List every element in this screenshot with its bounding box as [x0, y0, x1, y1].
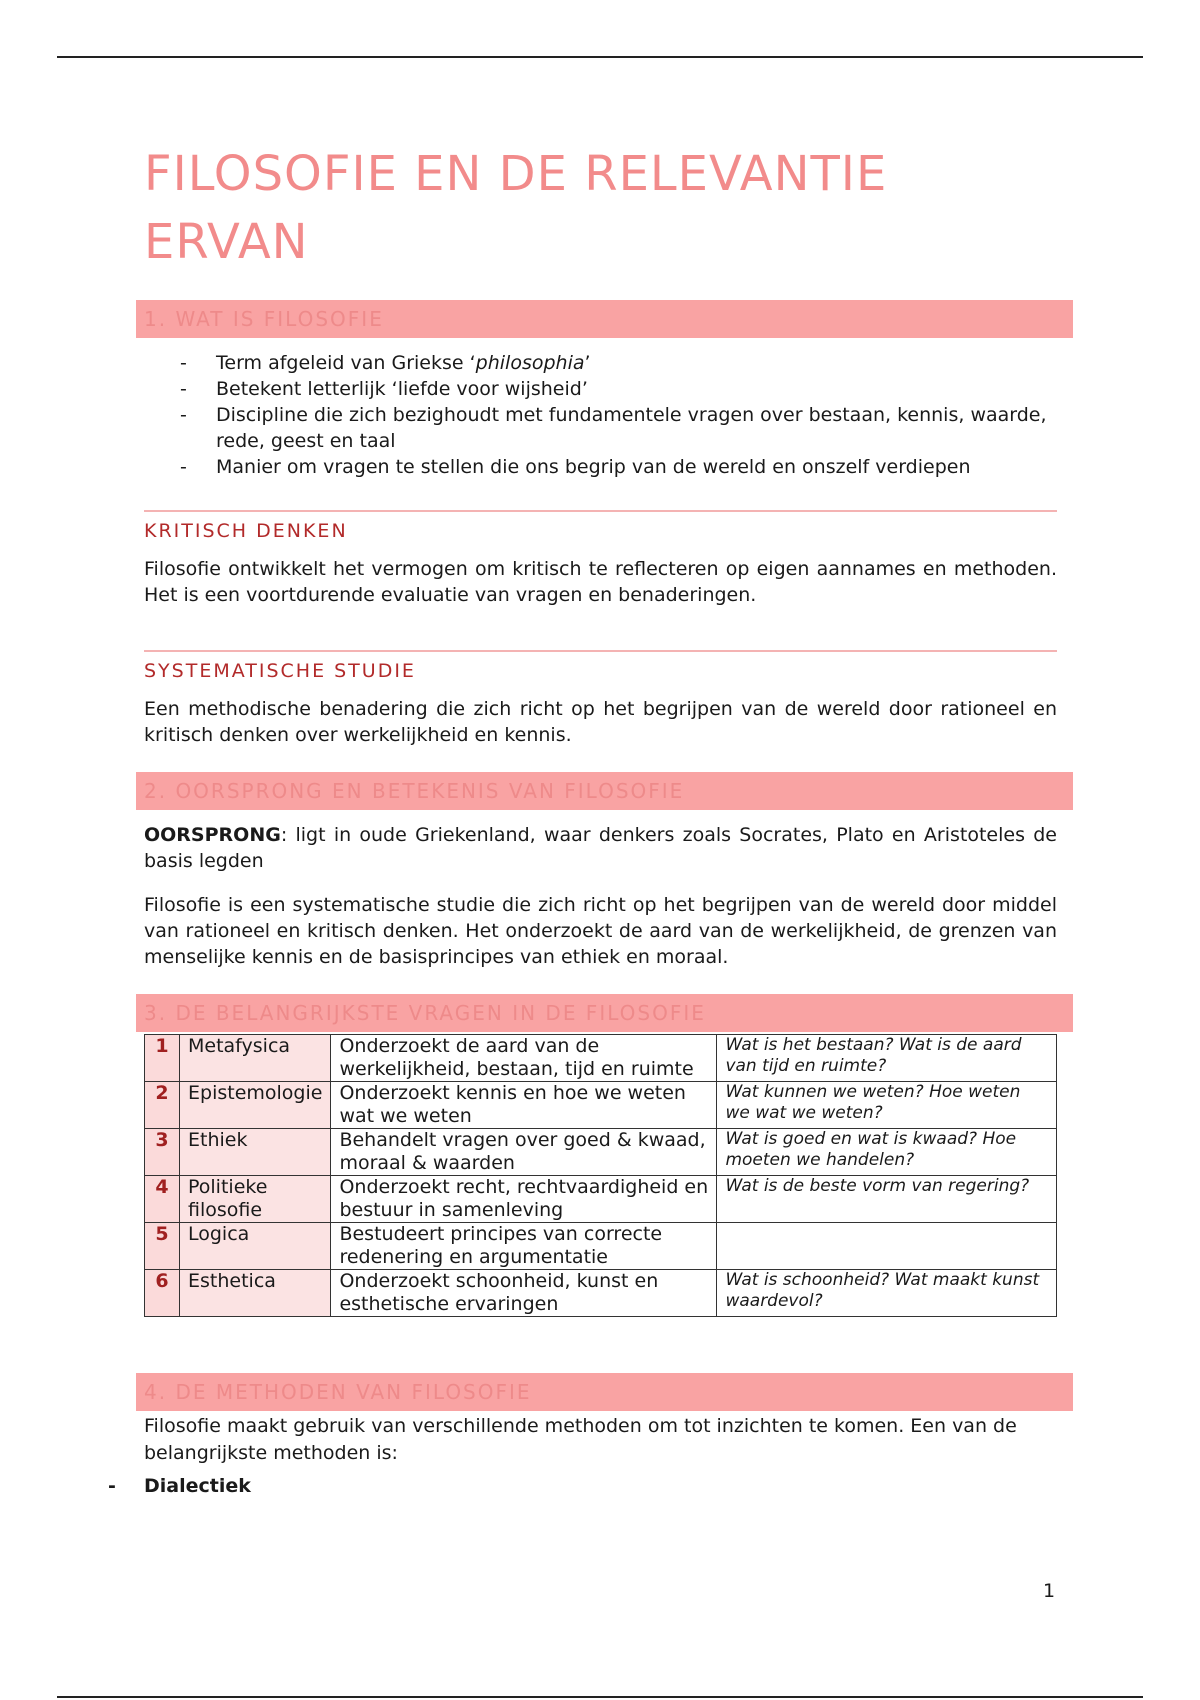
method-item: Dialectiek [144, 1475, 251, 1497]
table-row [145, 1223, 1057, 1270]
list-item: - Betekent letterlijk ‘liefde voor wijsheid’ [216, 376, 1057, 402]
section-heading-4: 4. DE METHODEN VAN FILOSOFIE [136, 1373, 1073, 1411]
row-number: 2 [145, 1082, 180, 1129]
branch-description: Bestudeert principes van correcte redenering en argumentatie [331, 1223, 717, 1270]
table-row [145, 1176, 1057, 1223]
branch-name: Epistemologie [180, 1082, 331, 1129]
top-rule [57, 56, 1143, 58]
branch-description: Onderzoekt schoonheid, kunst en esthetische ervaringen [331, 1270, 717, 1317]
branch-name: Logica [180, 1223, 331, 1270]
row-number: 1 [145, 1035, 180, 1082]
table-row [145, 1129, 1057, 1176]
list-dash: - [108, 1475, 116, 1497]
list-item: - Term afgeleid van Griekse ‘philosophia’ [216, 350, 1057, 376]
row-number: 6 [145, 1270, 180, 1317]
list-item: - Manier om vragen te stellen die ons begrip van de wereld en onszelf verdiepen [216, 454, 1057, 480]
branch-description: Onderzoekt de aard van de werkelijkheid, bestaan, tijd en ruimte [331, 1035, 717, 1082]
section-heading-2: 2. OORSPRONG EN BETEKENIS VAN FILOSOFIE [136, 772, 1073, 810]
subheading-critical-thinking: KRITISCH DENKEN [144, 520, 348, 542]
branch-questions [717, 1223, 1057, 1270]
branch-description: Onderzoekt kennis en hoe we weten wat we weten [331, 1082, 717, 1129]
methods-intro: Filosofie maakt gebruik van verschillende methoden om tot inzichten te komen. Een van de belangrijkste methoden is: [144, 1415, 1017, 1464]
table-row [145, 1082, 1057, 1129]
branch-name: Politieke filosofie [180, 1176, 331, 1223]
systematic-study-text: Een methodische benadering die zich richt op het begrijpen van de wereld door rationeel en kritisch denken over werkelijkheid en kennis. [144, 698, 1057, 746]
table-row [145, 1270, 1057, 1317]
row-number: 5 [145, 1223, 180, 1270]
questions-table [144, 1034, 1057, 1317]
subheading-systematic-study: SYSTEMATISCHE STUDIE [144, 660, 416, 682]
section-heading-1: 1. WAT IS FILOSOFIE [136, 300, 1073, 338]
branch-questions: Wat is het bestaan? Wat is de aard van tijd en ruimte? [717, 1035, 1057, 1082]
branch-name: Metafysica [180, 1035, 331, 1082]
bottom-rule [57, 1696, 1143, 1698]
page-number: 1 [1043, 1580, 1056, 1602]
row-number: 4 [145, 1176, 180, 1223]
branch-description: Onderzoekt recht, rechtvaardigheid en bestuur in samenleving [331, 1176, 717, 1223]
branch-description: Behandelt vragen over goed & kwaad, moraal & waarden [331, 1129, 717, 1176]
critical-thinking-text: Filosofie ontwikkelt het vermogen om kritisch te reflecteren op eigen aannames en methoden. Het is een voortdurende evaluatie van vragen en benaderingen. [144, 558, 1057, 606]
branch-questions: Wat is goed en wat is kwaad? Hoe moeten we handelen? [717, 1129, 1057, 1176]
methods-list [108, 1473, 1057, 1499]
origin-paragraph: OORSPRONG: ligt in oude Griekenland, waar denkers zoals Socrates, Plato en Aristoteles de basis legden [144, 824, 1057, 872]
branch-questions: Wat kunnen we weten? Hoe weten we wat we weten? [717, 1082, 1057, 1129]
branch-questions: Wat is de beste vorm van regering? [717, 1176, 1057, 1223]
branch-name: Esthetica [180, 1270, 331, 1317]
definition-paragraph: Filosofie is een systematische studie die zich richt op het begrijpen van de wereld door middel van rationeel en kritisch denken. Het onderzoekt de aard van de werkelijkheid, de grenzen van menselijke kennis en de basisprincipes van ethiek en moraal. [144, 894, 1057, 968]
definition-list [144, 350, 1057, 480]
branch-questions: Wat is schoonheid? Wat maakt kunst waardevol? [717, 1270, 1057, 1317]
list-item: - Discipline die zich bezighoudt met fundamentele vragen over bestaan, kennis, waarde, rede, geest en taal [216, 402, 1057, 454]
document-body [108, 140, 1057, 1499]
table-row [145, 1035, 1057, 1082]
branch-name: Ethiek [180, 1129, 331, 1176]
divider [144, 510, 1057, 512]
document-title: FILOSOFIE EN DE RELEVANTIE ERVAN [144, 146, 888, 270]
divider [144, 650, 1057, 652]
row-number: 3 [145, 1129, 180, 1176]
section-heading-3: 3. DE BELANGRIJKSTE VRAGEN IN DE FILOSOFIE [136, 994, 1073, 1032]
